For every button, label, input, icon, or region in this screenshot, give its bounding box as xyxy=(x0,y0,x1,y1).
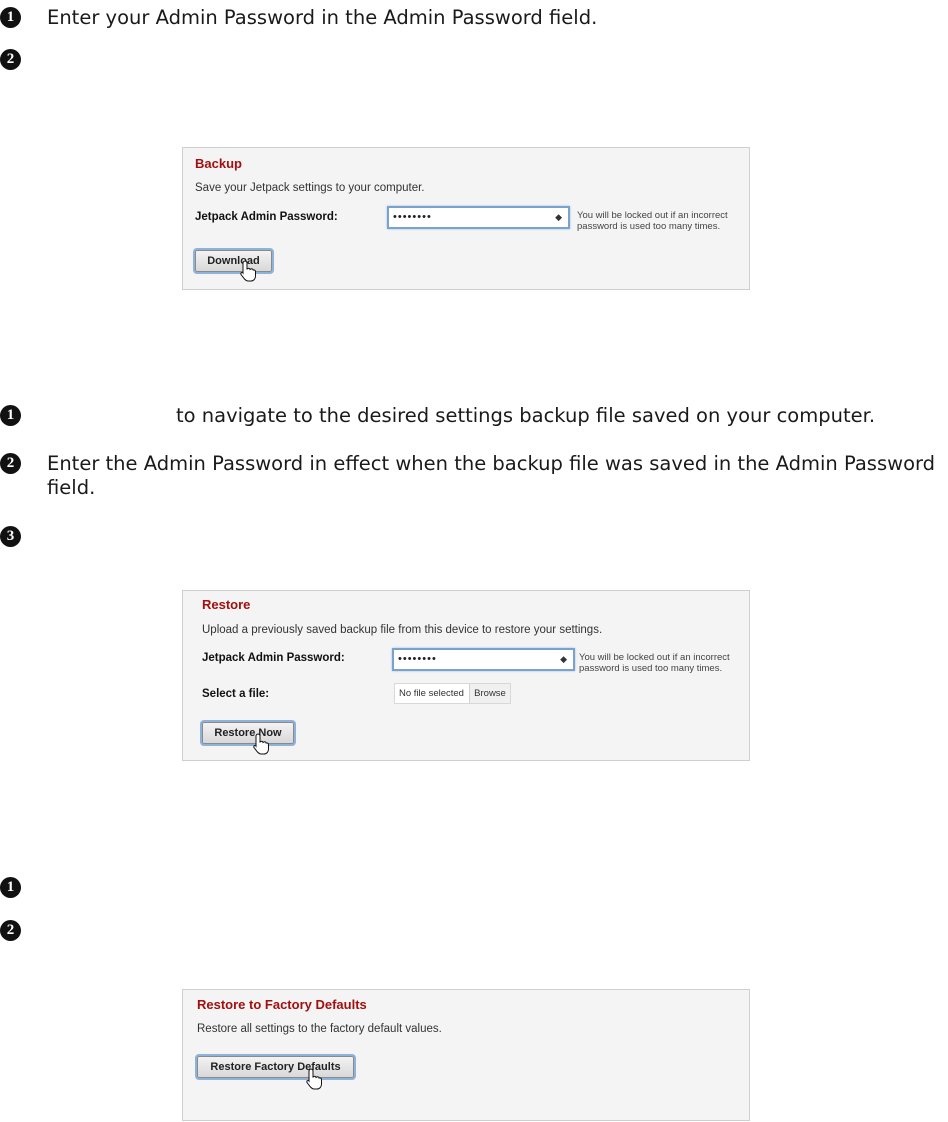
panel-title: Restore xyxy=(202,597,251,612)
panel-title: Restore to Factory Defaults xyxy=(197,997,367,1012)
password-input[interactable] xyxy=(387,206,570,229)
step-text: to navigate to the desired settings backup file saved on your computer. xyxy=(176,404,876,427)
lockout-note: You will be locked out if an incorrect password is used too many times. xyxy=(577,210,728,232)
download-button[interactable]: Download xyxy=(195,250,272,272)
hand-cursor-icon xyxy=(252,733,270,755)
reveal-password-icon[interactable]: ◆ xyxy=(560,654,567,664)
password-label: Jetpack Admin Password: xyxy=(202,652,345,664)
password-value: •••••••• xyxy=(398,653,437,665)
restore-factory-defaults-button[interactable]: Restore Factory Defaults xyxy=(197,1056,354,1078)
step-number-icon: 3 xyxy=(0,526,21,547)
password-label: Jetpack Admin Password: xyxy=(195,211,338,223)
password-input[interactable] xyxy=(392,648,575,671)
panel-description: Restore all settings to the factory default values. xyxy=(197,1023,442,1035)
factory-defaults-panel xyxy=(182,989,750,1121)
restore-now-button[interactable]: Restore Now xyxy=(202,722,294,744)
panel-description: Save your Jetpack settings to your computer. xyxy=(195,182,425,194)
step-text: Enter the Admin Password in effect when the backup file was saved in the Admin Password field. xyxy=(47,452,936,499)
file-input[interactable] xyxy=(394,683,511,704)
browse-button[interactable]: Browse xyxy=(469,684,510,703)
step-number-icon: 2 xyxy=(0,920,21,941)
step-number-icon: 2 xyxy=(0,49,21,70)
step-number-icon: 2 xyxy=(0,453,21,474)
lockout-note: You will be locked out if an incorrect password is used too many times. xyxy=(579,652,730,674)
step-number-icon: 1 xyxy=(0,877,21,898)
hand-cursor-icon xyxy=(239,260,257,282)
file-label: Select a file: xyxy=(202,688,270,700)
reveal-password-icon[interactable]: ◆ xyxy=(555,212,562,222)
step-number-icon: 1 xyxy=(0,7,21,28)
panel-title: Backup xyxy=(195,156,242,171)
backup-panel xyxy=(182,147,750,290)
step-text: Enter your Admin Password in the Admin Password field. xyxy=(47,6,598,29)
file-name: No file selected xyxy=(399,688,464,699)
hand-cursor-icon xyxy=(305,1068,323,1090)
panel-description: Upload a previously saved backup file from this device to restore your settings. xyxy=(202,624,603,636)
step-number-icon: 1 xyxy=(0,405,21,426)
password-value: •••••••• xyxy=(393,211,432,223)
restore-panel xyxy=(182,590,750,761)
